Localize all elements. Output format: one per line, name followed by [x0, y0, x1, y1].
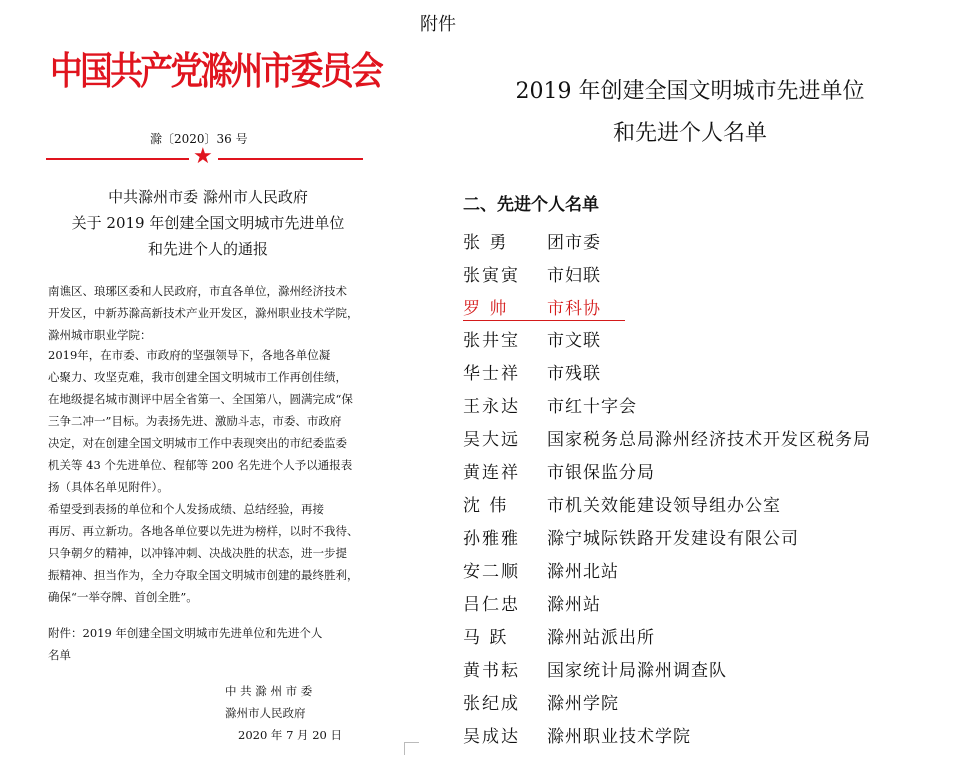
list-title: 和先进个人名单 [612, 121, 767, 146]
list-item [463, 689, 619, 713]
signature-date: 2020 年 7 月 20 日 [238, 728, 342, 742]
person-org: 市残联 [547, 364, 601, 384]
signature-org: 滁州市人民政府 [225, 706, 306, 720]
person-name: 沈 伟 [463, 496, 509, 516]
person-name: 张纪成 [463, 694, 520, 714]
person-org: 市红十字会 [547, 397, 637, 417]
person-name: 张 勇 [463, 233, 509, 253]
body-line: 心聚力、攻坚克难，我市创建全国文明城市工作再创佳绩， [48, 370, 347, 384]
masthead: 中国共产党滁州市委员会 [50, 49, 382, 93]
star-icon: ★ [193, 144, 213, 169]
list-item [463, 722, 691, 746]
person-org: 滁州学院 [547, 694, 619, 714]
person-name: 吴大远 [463, 430, 520, 450]
body-line: 机关等 43 个先进单位、程郁等 200 名先进个人予以通报表 [48, 458, 353, 472]
body-line: 只争朝夕的精神，以冲锋冲刺、决战决胜的状态，进一步提 [48, 546, 347, 560]
person-org: 国家统计局滁州调查队 [547, 661, 727, 681]
person-org: 市银保监分局 [547, 463, 655, 483]
body-line: 扬（具体名单见附件）。 [48, 480, 169, 494]
person-name: 张寅寅 [463, 266, 520, 286]
person-org: 市机关效能建设领导组办公室 [547, 496, 781, 516]
attachment-note: 附件：2019 年创建全国文明城市先进单位和先进个人 [48, 626, 323, 640]
body-line: 三争二冲一”目标。为表扬先进、激励斗志，市委、市政府 [48, 414, 342, 428]
list-item [463, 359, 601, 383]
highlight-underline [463, 320, 625, 321]
list-item [463, 261, 601, 285]
doc-title-line: 和先进个人的通报 [147, 240, 268, 258]
doc-number: 滁〔2020〕36 号 [150, 132, 248, 146]
list-item [463, 656, 727, 680]
list-item [463, 458, 655, 482]
body-line: 振精神、担当作为，全力夺取全国文明城市创建的最终胜利， [48, 568, 359, 582]
attachment-label: 附件 [420, 14, 456, 35]
person-name: 黄连祥 [463, 463, 520, 483]
person-name: 孙雅雅 [463, 529, 520, 549]
section-heading: 二、先进个人名单 [463, 195, 599, 215]
person-org: 滁州北站 [547, 562, 619, 582]
person-org: 滁州职业技术学院 [547, 727, 691, 747]
person-name: 吴成达 [463, 727, 520, 747]
list-item [463, 524, 799, 548]
person-org: 滁州站派出所 [547, 628, 655, 648]
person-name: 黄书耘 [463, 661, 520, 681]
signature-org: 中 共 滁 州 市 委 [225, 684, 313, 698]
body-line: 在地级提名城市测评中居全省第一、全国第八，圆满完成“保 [48, 392, 353, 406]
body-line: 开发区，中新苏滁高新技术产业开发区，滁州职业技术学院， [48, 306, 359, 320]
body-line: 再厉、再立新功。各地各单位要以先进为榜样，以时不我待、 [48, 524, 359, 538]
list-item [463, 623, 655, 647]
page-corner-mark [404, 742, 419, 755]
person-org: 滁宁城际铁路开发建设有限公司 [547, 529, 799, 549]
person-org: 市妇联 [547, 266, 601, 286]
attachment-note: 名单 [48, 648, 71, 662]
person-org: 国家税务总局滁州经济技术开发区税务局 [547, 430, 871, 450]
list-title: 2019 年创建全国文明城市先进单位 [515, 79, 865, 104]
body-line: 希望受到表扬的单位和个人发扬成绩、总结经验，再接 [48, 502, 324, 516]
notice-document [0, 0, 420, 759]
person-org: 滁州站 [547, 595, 601, 615]
person-org: 市文联 [547, 331, 601, 351]
list-item-highlighted [463, 294, 601, 318]
list-item [463, 491, 781, 515]
person-name: 罗 帅 [463, 299, 509, 319]
person-name: 马 跃 [463, 628, 509, 648]
body-line: 滁州城市职业学院： [48, 328, 152, 342]
body-line: 确保“一举夺牌、首创全胜”。 [48, 590, 198, 604]
body-line: 2019年，在市委、市政府的坚强领导下，各地各单位凝 [48, 348, 331, 362]
person-org: 市科协 [547, 299, 601, 319]
person-name: 张井宝 [463, 331, 520, 351]
list-item [463, 425, 871, 449]
list-item [463, 392, 637, 416]
person-name: 吕仁忠 [463, 595, 520, 615]
doc-title-line: 关于 2019 年创建全国文明城市先进单位 [71, 214, 345, 232]
red-rule-right [218, 158, 363, 160]
list-item [463, 326, 601, 350]
person-org: 团市委 [547, 233, 601, 253]
person-name: 华士祥 [463, 364, 520, 384]
red-rule-left [46, 158, 189, 160]
person-name: 王永达 [463, 397, 520, 417]
body-line: 南谯区、琅琊区委和人民政府，市直各单位，滁州经济技术 [48, 284, 347, 298]
person-name: 安二顺 [463, 562, 520, 582]
body-line: 决定，对在创建全国文明城市工作中表现突出的市纪委监委 [48, 436, 347, 450]
list-item [463, 590, 601, 614]
doc-title-line: 中共滁州市委 滁州市人民政府 [108, 188, 308, 206]
list-item [463, 228, 601, 252]
list-item [463, 557, 619, 581]
